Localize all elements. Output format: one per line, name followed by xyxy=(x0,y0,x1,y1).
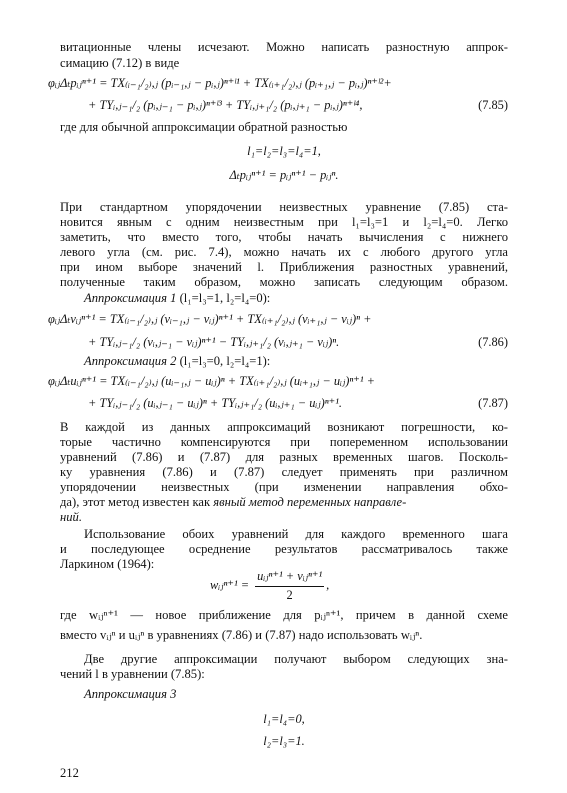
approximation-1-heading: Аппроксимация 1 (l₁=l₃=1, l₂=l₄=0): xyxy=(84,291,271,305)
equation-l-values: l₁=l₂=l₃=l₄=1, xyxy=(247,144,321,158)
text-line: при ином выборе значений l. Приближения разностных уравнений, xyxy=(60,260,508,274)
emphasis: ний. xyxy=(60,510,82,524)
text-line: заметить, что вместо того, чтобы начать вычисления с нижнего xyxy=(60,230,508,244)
text-line: упорядочении неизвестных (при изменении направления обхо- xyxy=(60,480,508,494)
equation-delta: Δₜpᵢⱼⁿ⁺¹ = pᵢⱼⁿ⁺¹ − pᵢⱼⁿ. xyxy=(229,168,339,182)
text-line: вместо vᵢⱼⁿ и uᵢⱼⁿ в уравнениях (7.86) и (7.87) надо использовать wᵢⱼⁿ. xyxy=(60,628,423,642)
text-line: полученные таким образом, можно записать следующим образом. xyxy=(60,275,508,289)
text-line: и последующее осреднение результатов рассматривалось также xyxy=(60,542,508,556)
equation-a3-line1: l₁=l₄=0, xyxy=(263,712,305,726)
text-line: да), этот метод известен как явный метод переменных направле- xyxy=(60,495,407,509)
equation-number: (7.87) xyxy=(478,396,508,410)
text-line: новится явным с одним неизвестным при l₁=l₃=1 и l₂=l₄=0. Легко xyxy=(60,215,508,229)
equation-number: (7.85) xyxy=(478,98,508,112)
equation-7-86-line2: + TYᵢ,ⱼ₋₁/₂ (vᵢ,ⱼ₋₁ − vᵢⱼ)ⁿ⁺¹ − TYᵢ,ⱼ₊₁/₂ (vᵢ,ⱼ₊₁ − vᵢⱼ)ⁿ. (7.86) xyxy=(88,335,508,349)
text-line: чений l в уравнении (7.85): xyxy=(60,667,205,681)
text-line: Использование обоих уравнений для каждого временного шага xyxy=(84,527,508,541)
text-line: уравнений (7.86) и (7.87) для разных временных шагов. Посколь- xyxy=(60,450,508,464)
text-line: При стандартном упорядочении неизвестных уравнение (7.85) ста- xyxy=(60,200,508,214)
emphasis: явный метод переменных направле- xyxy=(213,495,407,509)
equation-7-85-line1: φᵢⱼΔₜpᵢⱼⁿ⁺¹ = TX₍ᵢ₋₁/₂₎,ⱼ (pᵢ₋₁,ⱼ − pᵢ,ⱼ)ⁿ⁺ˡ¹ + TX₍ᵢ₊₁/₂₎,ⱼ (pᵢ₊₁,ⱼ − pᵢ,ⱼ)ⁿ⁺ˡ²+ xyxy=(48,76,392,90)
equation-a3-line2: l₂=l₃=1. xyxy=(263,734,305,748)
equation-w: wᵢⱼⁿ⁺¹ = uᵢⱼⁿ⁺¹ + vᵢⱼⁿ⁺¹ 2 , xyxy=(210,568,330,602)
equation-7-85-line2: + TYᵢ,ⱼ₋₁/₂ (pᵢ,ⱼ₋₁ − pᵢ,ⱼ)ⁿ⁺ˡ³ + TYᵢ,ⱼ₊₁/₂ (pᵢ,ⱼ₊₁ − pᵢ,ⱼ)ⁿ⁺ˡ⁴, (7.85) xyxy=(88,98,508,112)
page-number: 212 xyxy=(60,766,79,780)
equation-7-86-line1: φᵢⱼΔₜvᵢⱼⁿ⁺¹ = TX₍ᵢ₋₁/₂₎,ⱼ (vᵢ₋₁,ⱼ − vᵢⱼ)ⁿ⁺¹ + TX₍ᵢ₊₁/₂₎,ⱼ (vᵢ₊₁,ⱼ − vᵢⱼ)ⁿ + xyxy=(48,312,372,326)
equation-number: (7.86) xyxy=(478,335,508,349)
text-line: левого угла (см. рис. 7.4), можно начать их с любого другого угла xyxy=(60,245,508,259)
text-line: Две другие аппроксимации получают выбором следующих зна- xyxy=(84,652,508,666)
text-line: В каждой из данных аппроксимаций возникают погрешности, ко- xyxy=(60,420,508,434)
text-line: Ларкином (1964): xyxy=(60,557,155,571)
approximation-2-heading: Аппроксимация 2 (l₁=l₃=0, l₂=l₄=1): xyxy=(84,354,271,368)
text-line: симацию (7.12) в виде xyxy=(60,56,180,70)
equation-7-87-line2: + TYᵢ,ⱼ₋₁/₂ (uᵢ,ⱼ₋₁ − uᵢⱼ)ⁿ + TYᵢ,ⱼ₊₁/₂ (uᵢ,ⱼ₊₁ − uᵢⱼ)ⁿ⁺¹. (7.87) xyxy=(88,396,508,410)
text-line: где wᵢⱼⁿ⁺¹ — новое приближение для pᵢⱼⁿ⁺¹, причем в данной схеме xyxy=(60,608,508,622)
approximation-3-heading: Аппроксимация 3 xyxy=(84,687,177,701)
text-line: витационные члены исчезают. Можно написать разностную аппрок- xyxy=(60,40,508,54)
text-line: ку уравнения (7.86) и (7.87) следует применять при различном xyxy=(60,465,508,479)
equation-7-87-line1: φᵢⱼΔₜuᵢⱼⁿ⁺¹ = TX₍ᵢ₋₁/₂₎,ⱼ (uᵢ₋₁,ⱼ − uᵢⱼ)ⁿ + TX₍ᵢ₊₁/₂₎,ⱼ (uᵢ₊₁,ⱼ − uᵢⱼ)ⁿ⁺¹ + xyxy=(48,374,376,388)
text-line: торые частично компенсируются при попеременном использовании xyxy=(60,435,508,449)
text-line: где для обычной аппроксимации обратной разностью xyxy=(60,120,348,134)
